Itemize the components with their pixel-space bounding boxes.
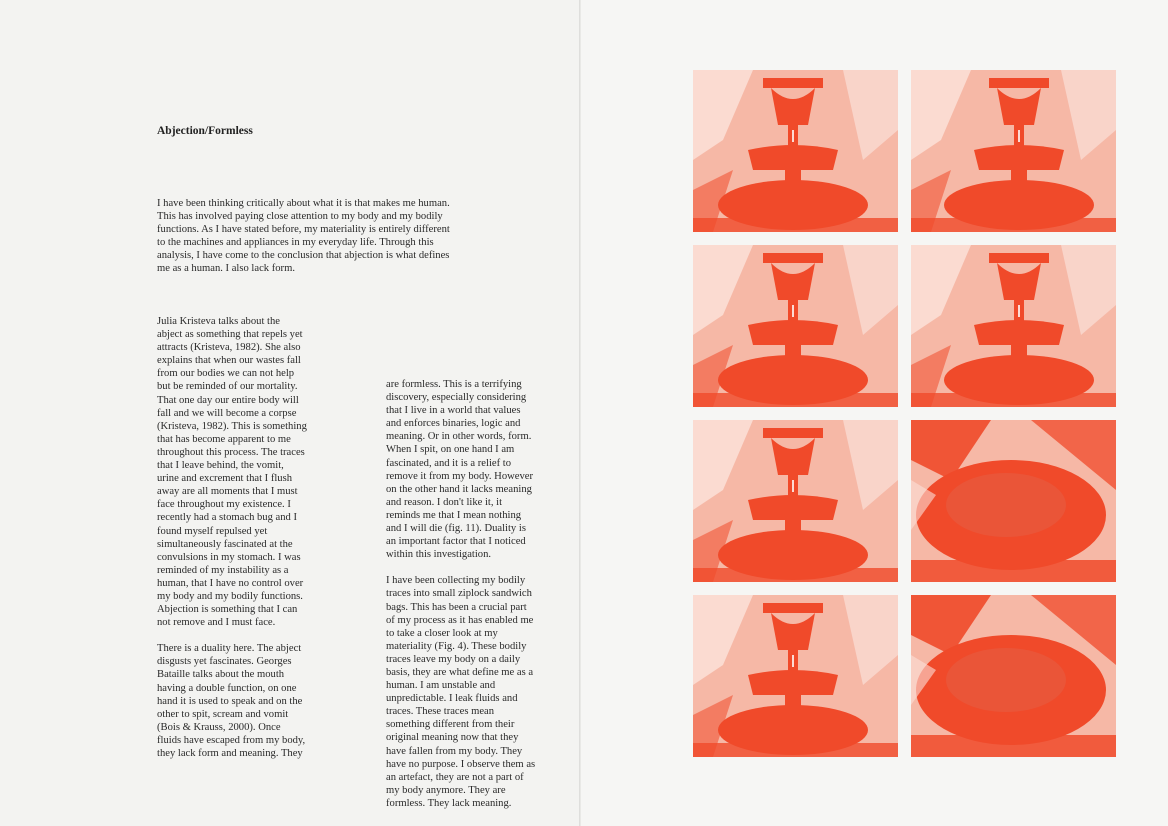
image-grid [693,70,1116,757]
text-column-left [157,315,307,773]
fountain-photo [693,420,898,582]
right-page [581,0,1168,826]
fountain-photo [693,70,898,232]
paragraph: Julia Kristeva talks about the abject as something that repels yet attracts (Kristeva, 1982). She also explains that when our wastes fall from our bodies we can not help but be reminded of our mortality. That one day our entire body will fall and we will become a corpse (Kristeva, 1982). This is something that has become apparent to me throughout this process. The traces that I leave behind, the vomit, urine and excrement that I flush away are all moments that I must face throughout my existence. I recently had a stomach bug and I found myself repulsed yet simultaneously fascinated at the convulsions in my stomach. I was reminded of my instability as a human, that I have no control over my body and my bodily functions. Abjection is something that I can not remove and I must face. [157,316,307,629]
intro-paragraph: I have been thinking critically about what it is that makes me human. This has involved paying close attention to my body and my bodily functions. As I have stated before, my materiality is entirely different to the machines and appliances in my everyday life. Through this analysis, I have come to the conclusion that abjection is what defines me as a human. I also lack form. [157,198,450,275]
left-page [0,0,580,826]
text-column-right [386,378,536,823]
fountain-photo [693,595,898,757]
page-heading: Abjection/Formless [157,125,253,137]
bowl-photo [911,595,1116,757]
paragraph: I have been collecting my bodily traces into small ziplock sandwich bags. This has been a crucial part of my process as it has enabled me to take a closer look at my materiality (Fig. 4). These bodily traces leave my body on a daily basis, they are what define me as a human. I am unstable and unpredictable. I leak fluids and traces. These traces mean something different from their original meaning now that they have fallen from my body. They have no purpose. I observe them as an artefact, they are not a part of my body anymore. They are formless. They lack meaning. [386,575,536,809]
paragraph: are formless. This is a terrifying discovery, especially considering that I live in a world that values and enforces binaries, logic and meaning. Or in other words, form. When I spit, on one hand I am fascinated, and it is a relief to remove it from my body. However on the other hand it lacks meaning and reason. I don't like it, it reminds me that I mean nothing and I will die (fig. 11). Duality is an important factor that I noticed within this investigation. [386,379,533,561]
bowl-photo [911,420,1116,582]
paragraph: There is a duality here. The abject disgusts yet fascinates. Georges Bataille talks about the mouth having a double function, on one hand it is used to speak and on the other to spit, scream and vomit (Bois & Krauss, 2000). Once fluids have escaped from my body, they lack form and meaning. They [157,643,306,759]
fountain-photo [693,245,898,407]
fountain-photo [911,245,1116,407]
fountain-photo [911,70,1116,232]
